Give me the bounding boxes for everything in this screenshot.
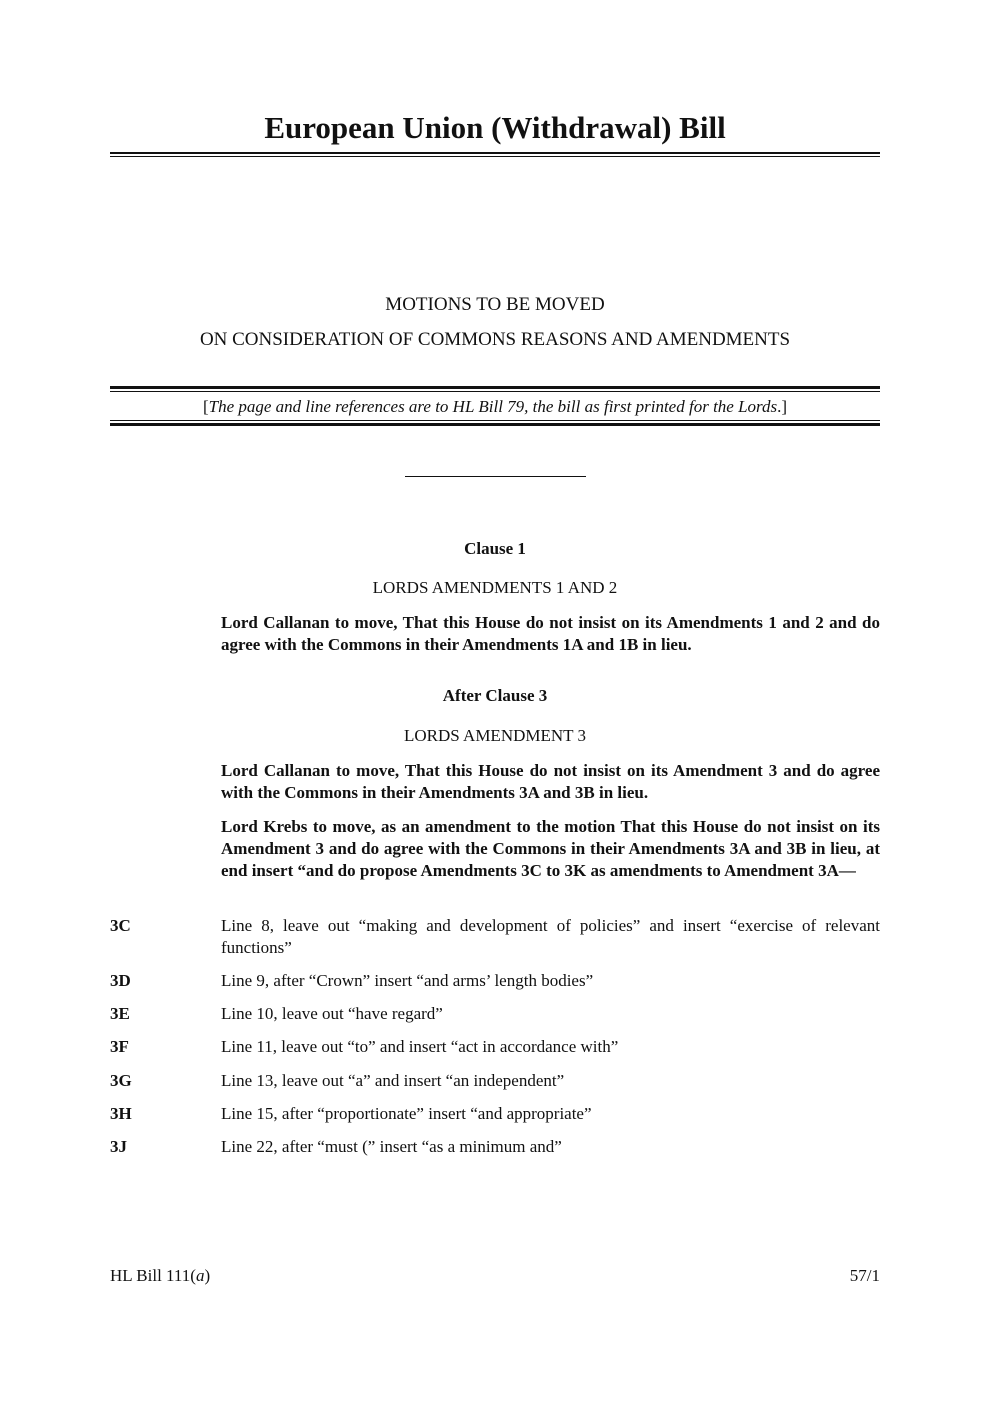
- amendment-heading: LORDS AMENDMENT 3: [404, 726, 586, 745]
- amendment-item: 3D Line 9, after “Crown” insert “and arms’ length bodies”: [110, 971, 594, 990]
- clause-heading: After Clause 3: [442, 686, 548, 705]
- motion: Lord Krebs to move, as an amendment to the motion That this House do not insist on its Amendment 3 and do agree with the Commons in their Amendments 3A and 3B in lieu, at end insert “and do propose Amendments 3C to 3K as amendments to Amendment 3A—: [221, 817, 880, 880]
- amendment-item: 3F Line 11, leave out “to” and insert “act in accordance with”: [110, 1037, 619, 1056]
- title-rule-thin: [110, 156, 880, 157]
- page-number: 57/1: [849, 1266, 880, 1285]
- section-divider: [405, 476, 586, 477]
- motion: Lord Callanan to move, That this House do not insist on its Amendment 3 and do agree with the Commons in their Amendments 3A and 3B in lieu.: [221, 761, 880, 802]
- amendment-item: 3E Line 10, leave out “have regard”: [110, 1004, 443, 1023]
- heading-line1: MOTIONS TO BE MOVED: [385, 294, 605, 315]
- title-rule: [110, 152, 880, 154]
- reference-note: [The page and line references are to HL Bill 79, the bill as first printed for the Lords.]: [202, 397, 788, 416]
- amendment-item: 3J Line 22, after “must (” insert “as a minimum and”: [110, 1137, 562, 1156]
- note-rule-top: [110, 386, 880, 389]
- amendment-item: 3H Line 15, after “proportionate” insert “and appropriate”: [110, 1104, 592, 1123]
- motion: Lord Callanan to move, That this House do not insist on its Amendments 1 and 2 and do agree with the Commons in their Amendments 1A and 1B in lieu.: [221, 613, 880, 654]
- amendment-item: 3G Line 13, leave out “a” and insert “an independent”: [110, 1071, 565, 1090]
- note-rule-top-thin: [110, 391, 880, 392]
- note-rule-bottom: [110, 423, 880, 426]
- note-rule-bottom-thin: [110, 420, 880, 421]
- heading-line2: ON CONSIDERATION OF COMMONS REASONS AND AMENDMENTS: [199, 329, 791, 350]
- clause-heading: Clause 1: [464, 539, 526, 558]
- amendment-item: 3C Line 8, leave out “making and development of policies” and insert “exercise of relevant functions”: [110, 916, 880, 957]
- amendment-heading: LORDS AMENDMENTS 1 AND 2: [372, 578, 618, 597]
- document-title: European Union (Withdrawal) Bill: [264, 110, 726, 145]
- bill-number: HL Bill 111(a): [110, 1266, 211, 1285]
